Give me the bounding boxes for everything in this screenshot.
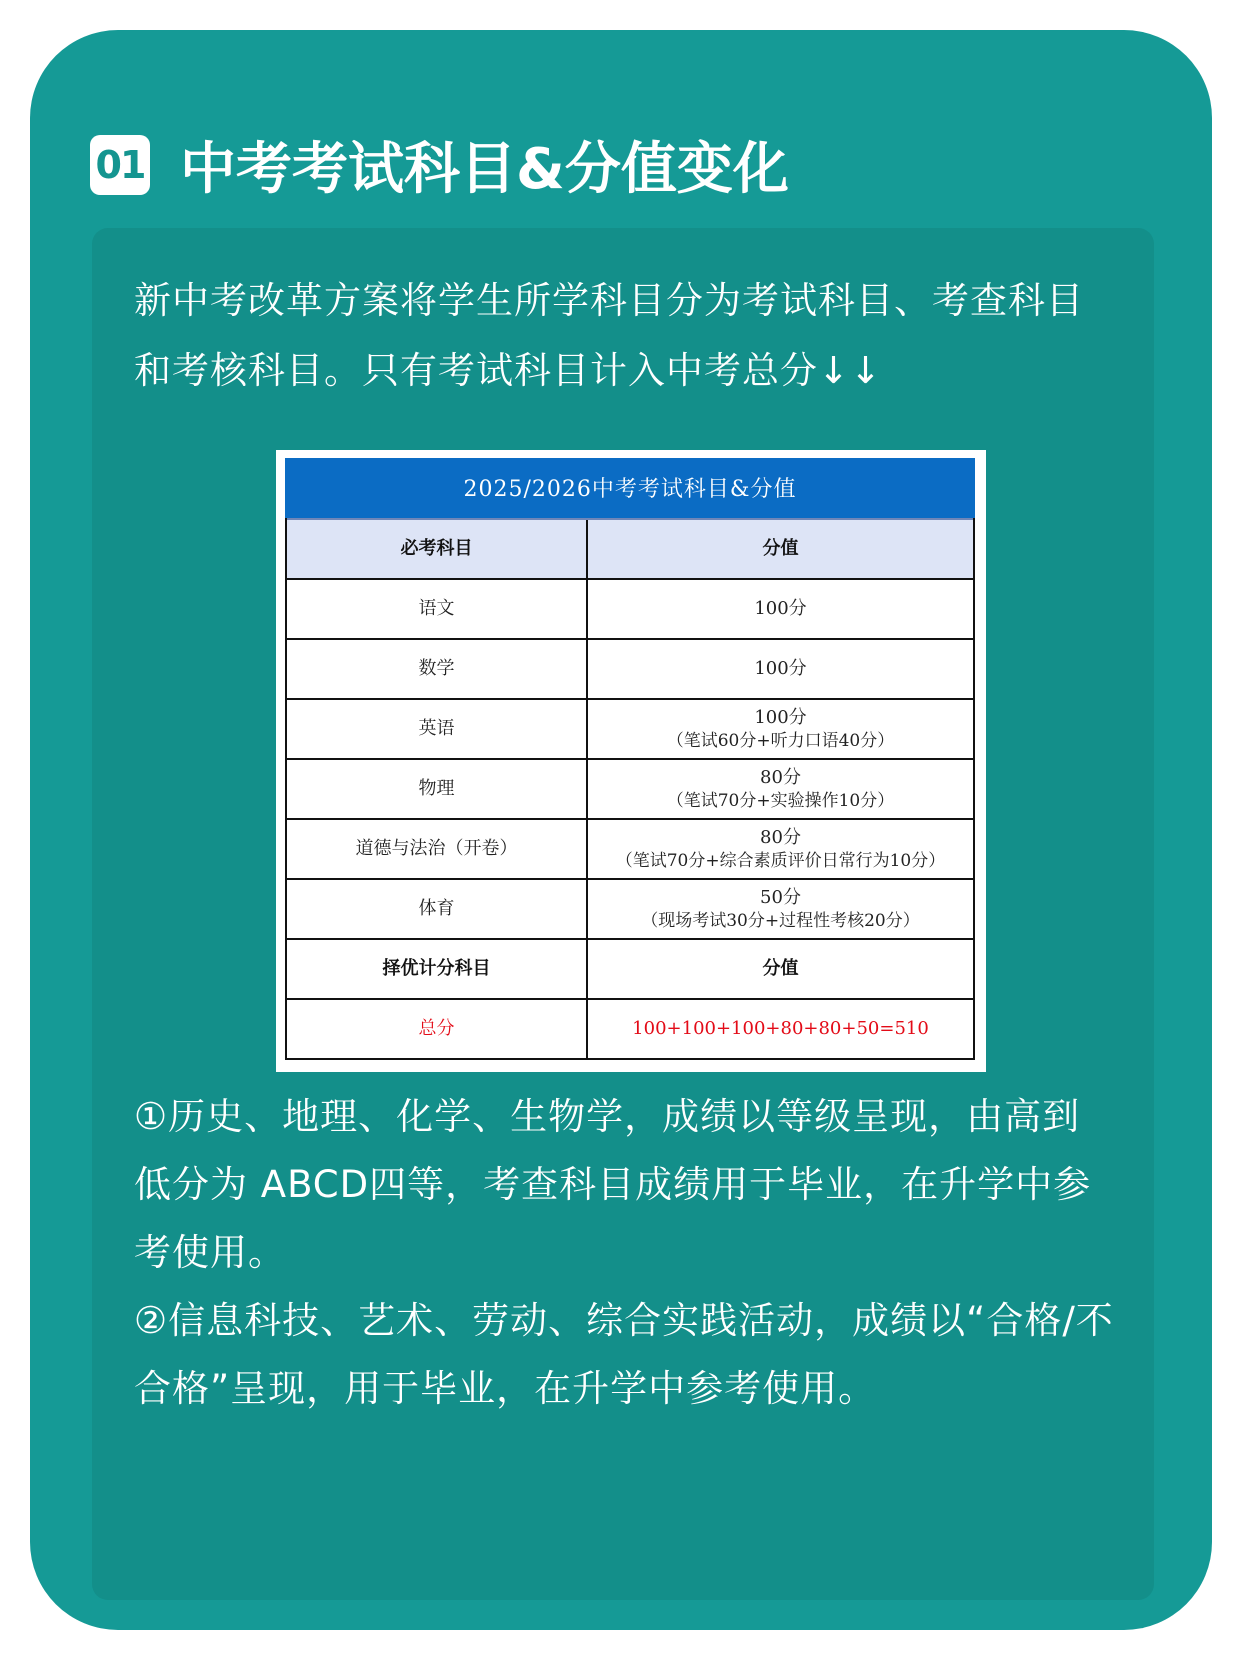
score-cell: 100分	[754, 598, 807, 619]
score-detail: （笔试60分+听力口语40分）	[666, 731, 895, 751]
total-row	[287, 998, 973, 1058]
table-row	[287, 578, 973, 638]
score-cell: 100分	[754, 707, 807, 728]
content-panel	[92, 228, 1154, 1600]
score-cell: 50分	[760, 887, 801, 908]
subject-cell: 物理	[418, 778, 455, 799]
header-subject: 必考科目	[400, 538, 473, 559]
score-detail: （笔试70分+综合素质评价日常行为10分）	[615, 851, 946, 871]
table-title: 2025/2026中考考试科目&分值	[285, 458, 975, 518]
table-row	[287, 878, 973, 938]
note-item: ①历史、地理、化学、生物学，成绩以等级呈现，由高到低分为 ABCD四等，考查科目成绩用于毕业，在升学中参考使用。	[134, 1095, 1092, 1274]
subject-cell: 数学	[418, 658, 455, 679]
score-cell: 100分	[754, 658, 807, 679]
total-value: 100+100+100+80+80+50=510	[632, 1018, 929, 1039]
notes-section	[134, 1083, 1118, 1423]
score-detail: （笔试70分+实验操作10分）	[666, 791, 895, 811]
intro-paragraph: 新中考改革方案将学生所学科目分为考试科目、考查科目和考核科目。只有考试科目计入中考总分↓↓	[134, 279, 1084, 392]
optional-header-row	[287, 938, 973, 998]
table-row	[287, 698, 973, 758]
optional-score-header: 分值	[762, 958, 799, 979]
optional-subject-header: 择优计分科目	[382, 958, 491, 979]
score-cell: 80分	[760, 827, 801, 848]
subject-cell: 英语	[418, 718, 455, 739]
table-row	[287, 818, 973, 878]
score-table-image	[276, 450, 986, 1072]
subject-cell: 体育	[418, 898, 455, 919]
section-title: 中考考试科目&分值变化	[180, 137, 789, 202]
subject-cell: 道德与法治（开卷）	[355, 838, 518, 859]
header-score: 分值	[762, 538, 799, 559]
subject-cell: 语文	[418, 598, 455, 619]
table-header-row	[287, 518, 973, 578]
table-row	[287, 758, 973, 818]
score-detail: （现场考试30分+过程性考核20分）	[641, 911, 920, 931]
score-cell: 80分	[760, 767, 801, 788]
content-card	[30, 30, 1212, 1630]
total-label: 总分	[418, 1018, 455, 1039]
table-row	[287, 638, 973, 698]
note-item: ②信息科技、艺术、劳动、综合实践活动，成绩以“合格/不合格”呈现，用于毕业，在升学中参考使用。	[134, 1299, 1114, 1410]
score-table	[285, 458, 975, 1060]
section-number-badge: 01	[90, 135, 150, 195]
section-heading	[90, 125, 789, 205]
